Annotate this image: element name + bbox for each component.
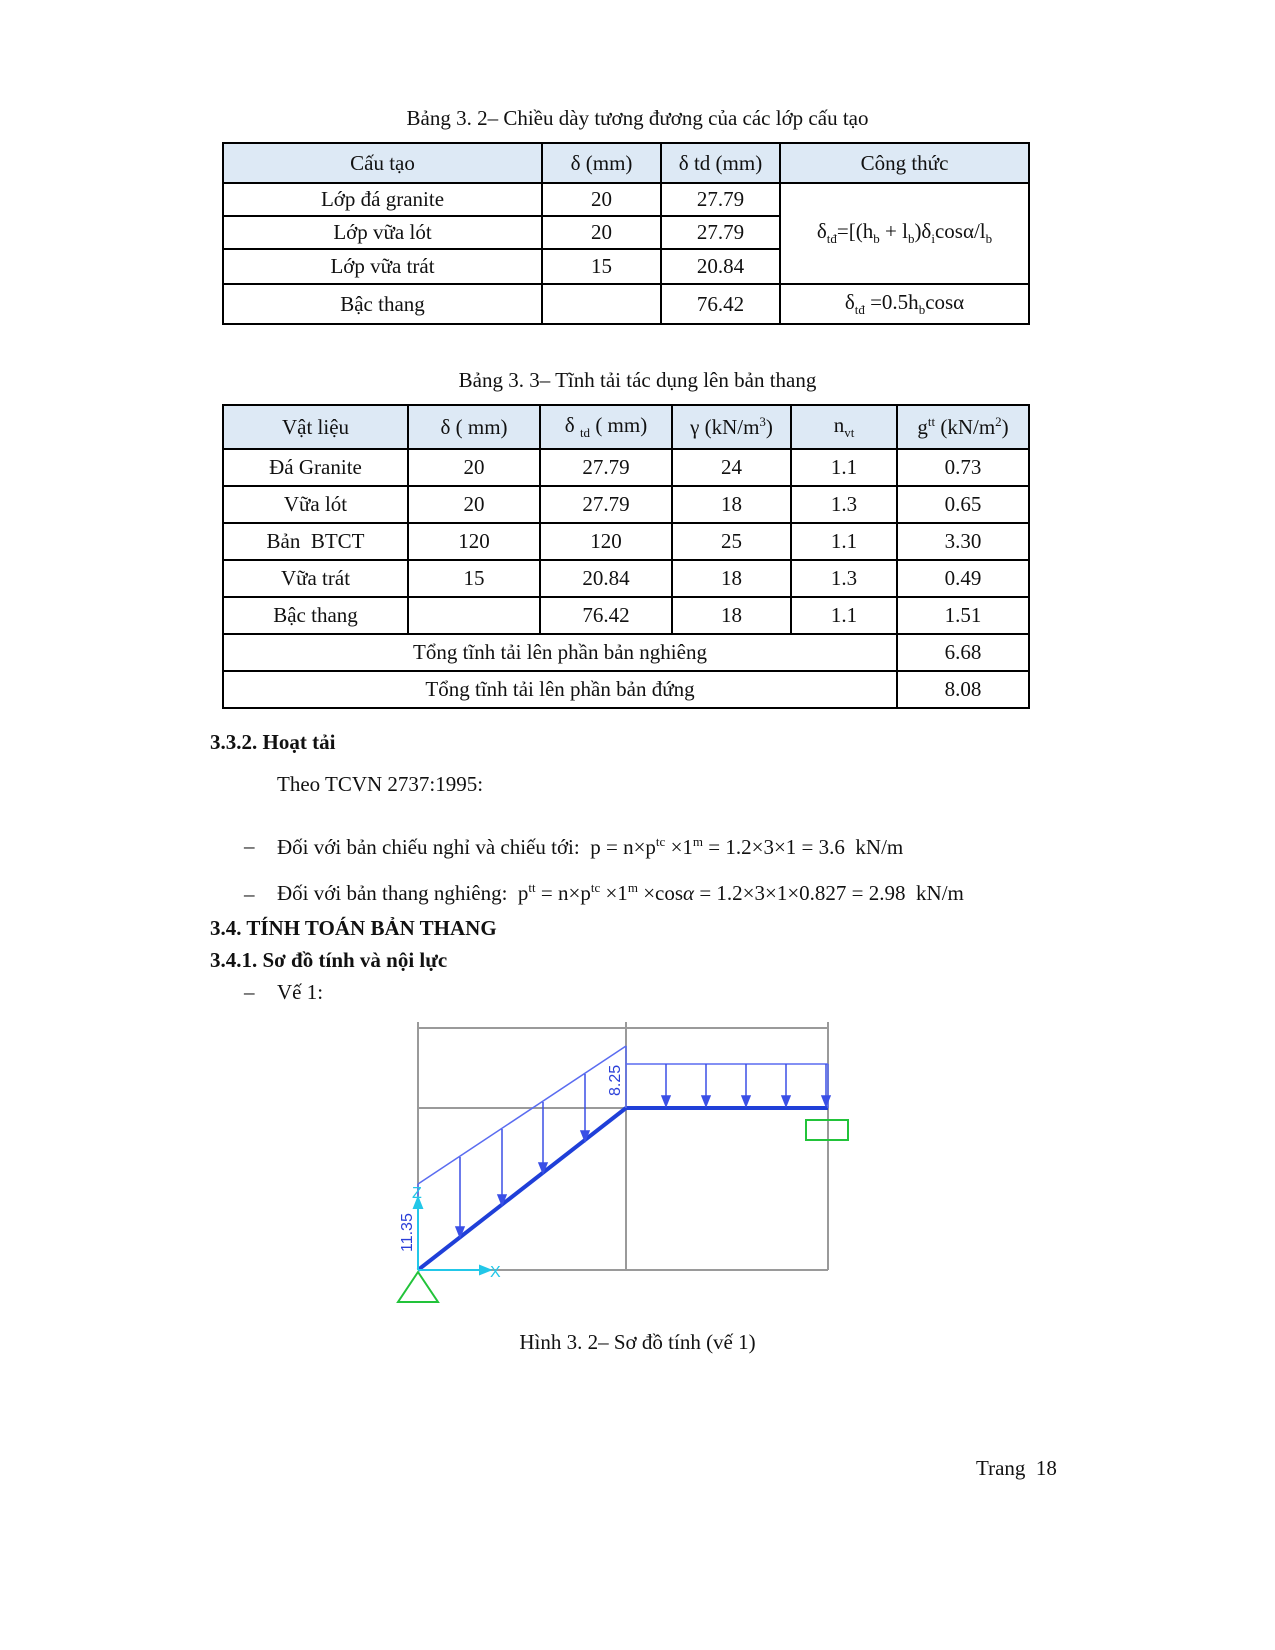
cell-name: Vữa lót (223, 486, 408, 523)
cell-n: 1.3 (791, 486, 897, 523)
cell-delta-td: 76.42 (540, 597, 672, 634)
cell-gamma: 24 (672, 449, 791, 486)
header-n: $n_{vt}$ (791, 405, 897, 449)
cell-name: Đá Granite (223, 449, 408, 486)
stair-members (418, 1108, 828, 1270)
total-vertical-value: 8.08 (897, 671, 1029, 708)
cell-name: Bậc thang (223, 597, 408, 634)
cell-delta-td: 27.79 (661, 183, 780, 216)
load-arrows-landing (662, 1064, 830, 1106)
cell-n: 1.1 (791, 597, 897, 634)
cell-delta-td: 27.79 (540, 449, 672, 486)
cell-name: Vữa trát (223, 560, 408, 597)
axis-x-label: X (490, 1264, 501, 1281)
formula-incline-render: $p^{tt} = n\times p^{tc} \times 1^m \times\cos\alpha = 1.2\times 3\times 1\times 0.827 = 2.98$ kN/m (512, 880, 964, 905)
cell-n: 1.1 (791, 523, 897, 560)
cell-gamma: 25 (672, 523, 791, 560)
cell-delta: 20 (408, 449, 540, 486)
cell-delta: 20 (542, 183, 661, 216)
total-vertical-label: Tổng tĩnh tải lên phần bản đứng (223, 671, 897, 708)
load-value-top: 8.25 (607, 1064, 624, 1096)
table1-caption: Bảng 3. 2– Chiều dày tương đương của các lớp cấu tạo (406, 106, 869, 130)
cell-delta-td: 120 (540, 523, 672, 560)
live-load-landing (277, 834, 903, 860)
section-heading-332: 3.3.2. Hoạt tải (210, 730, 336, 754)
cell-delta (408, 597, 540, 634)
bullet-text: Đối với bản thang nghiêng: (277, 881, 508, 905)
cell-delta: 15 (542, 249, 661, 284)
cell-name: Lớp đá granite (223, 183, 542, 216)
pin-support-icon (398, 1272, 438, 1302)
bullet-dash: – (244, 980, 255, 1004)
table2-caption: Bảng 3. 3– Tĩnh tải tác dụng lên bản thang (458, 368, 817, 392)
cell-n: 1.3 (791, 560, 897, 597)
cell-name: Lớp vữa trát (223, 249, 542, 284)
standard-reference: Theo TCVN 2737:1995: (277, 772, 484, 796)
cell-name: Lớp vữa lót (223, 216, 542, 249)
total-incline-label: Tổng tĩnh tải lên phần bản nghiêng (223, 634, 897, 671)
cell-delta (542, 284, 661, 324)
cell-delta: 15 (408, 560, 540, 597)
cell-delta-td: 20.84 (540, 560, 672, 597)
cell-name: Bậc thang (223, 284, 542, 324)
cell-delta-td: 27.79 (540, 486, 672, 523)
header-delta-td: δ td (mm) (661, 143, 780, 183)
header-cau-tao: Cấu tạo (223, 143, 542, 183)
header-vat-lieu: Vật liệu (223, 405, 408, 449)
cell-delta-td: 76.42 (661, 284, 780, 324)
cell-delta: 120 (408, 523, 540, 560)
cell-formula-2: $\delta_{tđ} =0.5h_b\cos\alpha$ (780, 284, 1029, 324)
cell-gamma: 18 (672, 560, 791, 597)
header-g: $g^{tt}$ $(kN/m^2)$ (897, 405, 1029, 449)
header-cong-thuc: Công thức (780, 143, 1029, 183)
load-value-left: 11.35 (399, 1213, 416, 1252)
formula-landing-render: $p = n\times p^{tc} \times 1^m = 1.2\times 3\times 1 = 3.6$ kN/m (584, 834, 904, 859)
live-load-incline (277, 880, 964, 906)
cell-n: 1.1 (791, 449, 897, 486)
cell-g: 0.49 (897, 560, 1029, 597)
cell-g: 1.51 (897, 597, 1029, 634)
dead-load-table (222, 404, 1030, 709)
stair-load-diagram (390, 1012, 860, 1312)
equivalent-thickness-table (222, 142, 1030, 325)
axis-z-label: Z (412, 1185, 422, 1202)
flight-label: Vế 1: (277, 980, 324, 1004)
cell-delta-td: 20.84 (661, 249, 780, 284)
grid-lines (418, 1022, 828, 1270)
cell-g: 3.30 (897, 523, 1029, 560)
cell-name: Bản BTCT (223, 523, 408, 560)
cell-gamma: 18 (672, 486, 791, 523)
header-delta: δ (mm) (542, 143, 661, 183)
header-delta-td: δ $_{td}$ ( mm) (540, 405, 672, 449)
figure-caption: Hình 3. 2– Sơ đồ tính (vế 1) (519, 1330, 756, 1354)
cell-delta-td: 27.79 (661, 216, 780, 249)
load-arrows-incline (456, 1074, 589, 1237)
cell-g: 0.73 (897, 449, 1029, 486)
page-number: Trang 18 (976, 1456, 1057, 1480)
total-incline-value: 6.68 (897, 634, 1029, 671)
header-gamma: γ $(kN/m^3)$ (672, 405, 791, 449)
bullet-dash: – (244, 834, 255, 858)
cell-gamma: 18 (672, 597, 791, 634)
section-heading-341: 3.4.1. Sơ đồ tính và nội lực (210, 948, 448, 972)
cell-g: 0.65 (897, 486, 1029, 523)
cell-delta: 20 (408, 486, 540, 523)
bullet-text: Đối với bản chiếu nghỉ và chiếu tới: (277, 835, 580, 859)
cell-delta: 20 (542, 216, 661, 249)
header-delta: δ ( mm) (408, 405, 540, 449)
bullet-dash: – (244, 882, 255, 906)
section-heading-34: 3.4. TÍNH TOÁN BẢN THANG (210, 916, 497, 940)
cell-formula-1: $\delta_{tđ}=[(h_b + l_b)\delta_i\cos\alpha/l_b$ (780, 183, 1029, 284)
